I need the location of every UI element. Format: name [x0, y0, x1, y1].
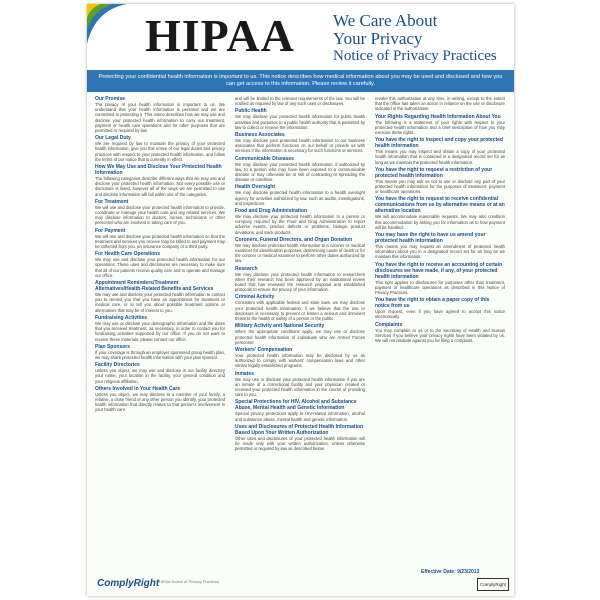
notice-section: [375, 96, 505, 112]
section-body: This means you may ask us not to use or disclose any part of your protected health information for the purposes of treatment, payment or healthcare operations.: [375, 178, 505, 195]
notice-section: [95, 135, 225, 162]
section-heading: Your Rights Regarding Health Information About You: [375, 113, 501, 120]
notice-section: [375, 167, 505, 195]
section-body: The privacy of your health information is important to us. We understand that your health information is personal and we are committed to protecting it. This notice describes how we may use and disclose your protected health information to carry out treatment, payment or health care operations and for other purposes that are permitted or required by law.: [95, 102, 225, 134]
section-heading: For Health Care Operations: [95, 251, 161, 258]
notice-section: [95, 315, 225, 342]
notice-section: [235, 266, 365, 293]
subtitle-line-2: Your Privacy: [333, 29, 423, 48]
section-heading: Workers' Compensation: [235, 346, 293, 353]
poster-subtitle: [333, 12, 508, 64]
notice-section: [375, 322, 505, 344]
notice-section: [375, 137, 505, 165]
notice-section: [235, 237, 365, 264]
section-heading: Plan Sponsors: [95, 343, 131, 350]
section-heading: Public Health: [235, 108, 267, 115]
section-body: When the appropriate conditions apply, we may use or disclose protected health information of individuals who are Armed Forces personnel.: [235, 329, 365, 345]
notice-section: [235, 156, 365, 183]
notice-columns: [95, 96, 506, 570]
section-heading: You have the right to inspect and copy your protected health information: [375, 137, 503, 150]
notice-section: [235, 108, 365, 130]
section-body: We will use and disclose your protected health information so that the treatment and services you receive may be billed to and payment may be collected from you, an insurance company or a third party.: [95, 233, 225, 250]
section-heading: Special Protections for HIV, Alcohol and Substance Abuse, Mental Health and Genetic Information: [235, 399, 357, 412]
notice-section: [235, 294, 365, 321]
notice-section: [235, 371, 365, 398]
section-body: We may disclose your protected health information to a person or company required by the Food and Drug Administration to report adverse events, product defects or problems, biologic product deviations, and track products.: [235, 214, 365, 235]
section-body: We may disclose your protected health information to our business associates that perform functions on our behalf or provide us with services if the information is necessary for such functions or services.: [235, 138, 365, 154]
subtitle-line-3: Notice of Privacy Practices: [333, 48, 497, 64]
notice-section: [95, 386, 225, 413]
section-heading: Our Promise: [95, 96, 126, 102]
section-heading: You have the right to receive an accounting of certain disclosures we have made, if any, of your protected health information: [375, 261, 503, 280]
notice-section: [235, 399, 365, 421]
notice-section: [95, 96, 225, 133]
column-right: [375, 96, 505, 570]
section-body: This means you may request an amendment of protected health information about you in a designated record set for as long as we maintain this information.: [375, 244, 505, 260]
section-heading: Complaints: [375, 321, 403, 328]
section-heading: Communicable Diseases: [235, 155, 294, 162]
notice-section: [95, 199, 225, 226]
subtitle-line-1: We Care About: [333, 11, 438, 30]
section-body: We will use and disclose your protected health information to provide, coordinate or manage your health care and any related services. We may disclose information to doctors, nurses, technicians or other personnel who are involved in taking care of you.: [95, 204, 225, 226]
notice-section: [235, 184, 365, 206]
section-body: This right applies to disclosures for purposes other than treatment, payment or healthcare operations as described in this Notice of Privacy Practices.: [375, 279, 505, 296]
section-body: Unless you object, we may use and disclose in our facility directory your name, your location in the facility, your general condition and your religious affiliation.: [95, 368, 225, 384]
notice-section: [235, 424, 365, 452]
section-heading: You have the right to obtain a paper copy of this notice from us: [375, 297, 490, 310]
section-heading: Health Oversight: [235, 184, 276, 191]
section-body: You may complain to us or to the Secretary of Health and Human Services if you believe your privacy rights have been violated by us. We will not retaliate against you for filing a complaint.: [375, 327, 505, 344]
section-heading: Fundraising Activities: [95, 314, 148, 321]
section-body: Consistent with applicable federal and state laws, we may disclose your protected health information, if we believe that the use or disclosure is necessary to prevent or lessen a serious and imminent threat to the health or safety of a person or the public.: [235, 300, 365, 322]
notice-section: [235, 347, 365, 369]
section-body: Special privacy protections apply to HIV-related information, alcohol and substance abuse, mental health and genetic information.: [235, 411, 365, 422]
section-body: Upon request, even if you have agreed to accept this notice electronically.: [375, 309, 505, 320]
section-heading: Research: [235, 265, 258, 272]
section-heading: You may have the right to have us amend your protected health information: [375, 232, 486, 245]
section-heading: You have the right to request a restriction of your protected health information: [375, 166, 493, 179]
notice-section: [95, 280, 225, 313]
section-heading: Food and Drug Administration: [235, 208, 308, 215]
section-body: We may use and disclose your protected health information to contact you to remind you that you have an appointment for treatment or medical care, or to tell you about possible treatment options or alternatives that may be of interest to you.: [95, 292, 225, 313]
poster-header: [87, 4, 514, 69]
notice-section: [95, 251, 225, 278]
section-body: and will be limited to the relevant requirements of the law. You will be notified as required by law of any such uses or disclosures.: [235, 96, 365, 107]
section-body: The following is a statement of your rights with respect to your protected health information and a brief description of how you may exercise these rights.: [375, 119, 505, 136]
section-heading: How We May Use and Disclose Your Protected Health Information: [95, 164, 222, 177]
section-body: We are required by law to maintain the privacy of your protected health information, give you this notice of our legal duties and privacy practices with respect to your protected health information, and follow the terms of our notice that is currently in effect.: [95, 141, 225, 162]
section-body: We may disclose protected health information to a health oversight agency for activities authorized by law, such as audits, investigations, and inspections.: [235, 190, 365, 206]
column-middle: [235, 96, 365, 570]
brand-tagline: HIPAA Notice of Privacy Practices: [159, 579, 220, 584]
section-body: We may disclose your protected health information for public health activities and purposes to a public health authority that is permitted by law to collect or receive the information.: [235, 114, 365, 130]
section-heading: For Treatment: [95, 198, 129, 205]
section-body: If your coverage is through an employer sponsored group health plan, we may share protected health information with your plan sponsor.: [95, 349, 225, 360]
section-heading: You have the right to request to receive confidential communications from us by alternative means or at an alternative location: [375, 196, 505, 215]
section-heading: Our Legal Duty: [95, 135, 131, 142]
section-body: We may disclose your protected health information, if authorized by law, to a person who may have been exposed to a communicable disease or may otherwise be at risk of contracting or spreading the disease or condition.: [235, 161, 365, 183]
section-heading: Military Activity and National Security: [235, 323, 325, 330]
section-heading: Business Associates: [235, 132, 285, 139]
corner-swoosh-icon: [87, 4, 127, 44]
section-heading: For Payment: [95, 227, 126, 234]
section-body: This means you may inspect and obtain a copy of your protected health information that is contained in a designated record set for as long as we maintain the protected health information.: [375, 149, 505, 165]
effective-date: Effective Date: 9/23/2013: [421, 569, 480, 575]
section-body: We may disclose protected health information to a coroner or medical examiner for identification purposes, determining cause of death or for the coroner or medical examiner to perform other duties authorized by law.: [235, 242, 365, 264]
section-heading: Inmates: [235, 370, 254, 377]
notice-section: [375, 232, 505, 260]
section-heading: Appointment Reminders/Treatment Alternatives/Health-Related Benefits and Services: [95, 280, 214, 293]
section-body: We may disclose your protected health information to researchers when their research has been approved by an institutional review board that has reviewed the research proposal and established protocols to ensure the privacy of your information.: [235, 271, 365, 293]
section-heading: Criminal Activity: [235, 294, 275, 301]
notice-section: [375, 114, 505, 136]
section-body: We may use or disclose your demographic information and the dates that you received treatment, as necessary, in order to contact you for fundraising activities supported by our office. If you do not want to receive these materials, please contact our office.: [95, 320, 225, 342]
notice-section: [95, 228, 225, 250]
notice-section: [375, 196, 505, 230]
notice-section: [95, 362, 225, 384]
section-body: Your protected health information may be disclosed by us as authorized to comply with workers' compensation laws and other similar legally-established programs.: [235, 352, 365, 369]
brand-logo: ComplyRight: [97, 578, 160, 589]
hipaa-poster: [87, 4, 514, 596]
notice-section: [95, 164, 225, 197]
publisher-badge: ComplyRight: [477, 578, 509, 591]
column-left: [95, 96, 225, 570]
section-heading: Others Involved in Your Health Care: [95, 385, 181, 392]
section-heading: Coroners, Funeral Directors, and Organ Donation: [235, 236, 353, 243]
notice-section: [235, 132, 365, 154]
notice-section: [375, 297, 505, 319]
section-body: We may use and disclose your protected health information for our operations. These uses and disclosures are necessary to make sure that all of our patients receive quality care and to operate and manage our office.: [95, 257, 225, 278]
notice-section: [235, 96, 365, 106]
poster-footer: [87, 570, 514, 596]
poster-title: HIPAA: [145, 10, 295, 61]
section-body: The following categories describe different ways that we may use and disclose your protected health information. Not every possible use or disclosure is listed, however all of the ways we are permitted to use and disclose information will fall within one of the categories.: [95, 176, 225, 197]
section-body: We will accommodate reasonable requests. We may also condition this accommodation by asking you for information as to how payment will be handled.: [375, 214, 505, 230]
section-body: revoke this authorization at any time, in writing, except to the extent that the office has taken an action in reliance on the use or disclosure indicated in the authorization.: [375, 96, 505, 112]
intro-banner: Protecting your confidential health information is important to us. This notice describes how medical information about you may be used and disclosed and how you can get access to this information. Please review it carefully.: [87, 70, 514, 92]
section-heading: Uses and Disclosures of Protected Health Information Based Upon Your Written Authorization: [235, 423, 364, 436]
section-body: Other uses and disclosures of your protected health information will be made only with your written authorization, unless otherwise permitted or required by law as described below.: [235, 435, 365, 452]
notice-section: [235, 208, 365, 235]
section-body: Unless you object, we may disclose to a member of your family, a relative, a close friend or any other person you identify, your protected health information that directly relates to that person's involvement in your health care.: [95, 391, 225, 413]
section-body: We may use or disclose your protected health information if you are an inmate of a correctional facility and your physician created or received your protected health information in the course of providing care to you.: [235, 376, 365, 398]
notice-section: [375, 262, 505, 296]
notice-section: [235, 323, 365, 345]
notice-section: [95, 344, 225, 360]
section-heading: Facility Directories: [95, 362, 140, 369]
